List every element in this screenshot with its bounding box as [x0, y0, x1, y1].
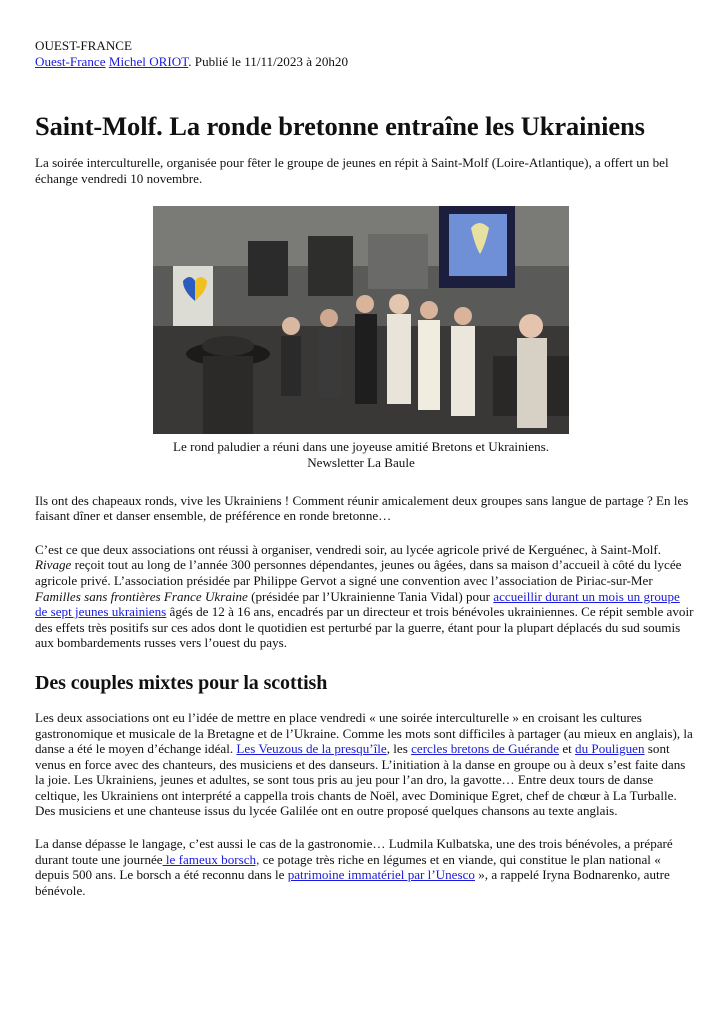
- publication-link[interactable]: Ouest-France: [35, 53, 106, 69]
- p3-text-3: et: [559, 741, 576, 757]
- paragraph-2: [35, 542, 695, 651]
- publish-date: . Publié le 11/11/2023 à 20h20: [188, 53, 349, 69]
- p2-text-4: âgés de 12 à 16 ans, encadrés par un directeur et trois bénévoles ukrainiennes. Ce répit semble avoir des effets très positifs sur ces ados dont le quotidien est perturbé par la guerre, étant pour la plupart déplacés du sud soumis aux bombardements russes vers l’ouest du pays.: [35, 604, 694, 651]
- p4-text-3: », a rappelé Iryna Bodnarenko, autre bénévole.: [35, 867, 670, 898]
- p2-text-2: reçoit tout au long de l’année 300 personnes dépendantes, jeunes ou âgées, dans sa maison d’accueil à côté du lycée agricole privé. L’association présidée par Philippe Gervot a signé une convention avec l’association de Piriac-sur-Mer: [35, 557, 682, 588]
- link-veuzous[interactable]: Les Veuzous de la presqu’île: [236, 741, 387, 757]
- p3-text-1: Les deux associations ont eu l’idée de mettre en place vendredi « une soirée interculturelle » en croisant les cultures gastronomique et musicale de la Bretagne et de l’Ukraine. Comme les mots sont difficiles à partager (au mieux en anglais), la danse a été le moyen d’échange idéal.: [35, 709, 693, 757]
- link-accueillir[interactable]: accueillir durant un mois un groupe de sept jeunes ukrainiens: [35, 588, 680, 620]
- photo-illustration: [153, 206, 569, 434]
- paragraph-3: [35, 710, 695, 819]
- article-lead: La soirée interculturelle, organisée pour fêter le groupe de jeunes en répit à Saint-Molf (Loire-Atlantique), a offert un bel échange vendredi 10 novembre.: [35, 155, 669, 186]
- p2-text-3: (présidée par l’Ukrainienne Tania Vidal) pour: [247, 588, 494, 604]
- paragraph-4: [35, 836, 695, 898]
- article-photo: [153, 206, 569, 434]
- article-subtitle: Des couples mixtes pour la scottish: [35, 671, 328, 694]
- caption-text: Le rond paludier a réuni dans une joyeuse amitié Bretons et Ukrainiens.: [173, 439, 549, 455]
- photo-caption: [153, 439, 569, 470]
- article-page: [35, 38, 695, 898]
- p3-text-2: , les: [386, 741, 412, 757]
- link-cercles-guerande[interactable]: cercles bretons de Guérande: [411, 741, 560, 757]
- article-figure: [153, 206, 569, 470]
- p3-text-4: sont venus en force avec des chanteurs, des musiciens et des danseurs. L’initiation à la danse en groupe ou à deux s’est faite dans la joie. Les Ukrainiens, jeunes et adultes, se sont tous pris au jeu pour l’an dro, la gavotte… Entre deux tours de danse celtique, les Ukrainiens ont interprété a cappella trois chants de Noël, avec Dominique Egret, chef de chœur à La Turballe. Des musiciens et une chanteuse issus du lycée Galilée ont en outre proposé quelques chansons au texte anglais.: [35, 741, 686, 819]
- p2-italic-rivage: Rivage: [35, 557, 72, 573]
- caption-credit: Newsletter La Baule: [307, 454, 415, 470]
- paragraph-1: Ils ont des chapeaux ronds, vive les Ukrainiens ! Comment réunir amicalement deux groupes sans langue de partage ? En les faisant dîner et danser ensemble, de préférence en ronde bretonne…: [35, 492, 689, 524]
- byline: [35, 54, 695, 70]
- p4-text-1: La danse dépasse le langage, c’est aussi le cas de la gastronomie… Ludmila Kulbatska, une des trois bénévoles, a préparé durant toute une journée: [35, 836, 673, 867]
- subtitle-wrap: [35, 671, 695, 695]
- article-title: Saint-Molf. La ronde bretonne entraîne les Ukrainiens: [35, 111, 645, 142]
- link-unesco[interactable]: patrimoine immatériel par l’Unesco: [287, 867, 475, 883]
- link-borsch[interactable]: le fameux borsch,: [162, 851, 260, 867]
- author-link[interactable]: Michel ORIOT: [108, 53, 189, 69]
- p2-text-1: C’est ce que deux associations ont réussi à organiser, vendredi soir, au lycée agricole privé de Kerguénec, à Saint-Molf.: [35, 541, 662, 557]
- p4-text-2: ce potage très riche en légumes et en viande, qui constitue le plan national « depuis 500 ans. Le borsch a été reconnu dans le: [35, 851, 661, 883]
- p2-italic-association: Familles sans frontières France Ukraine: [35, 588, 248, 604]
- link-pouliguen[interactable]: du Pouliguen: [575, 741, 645, 757]
- source-name: OUEST-FRANCE: [35, 38, 133, 53]
